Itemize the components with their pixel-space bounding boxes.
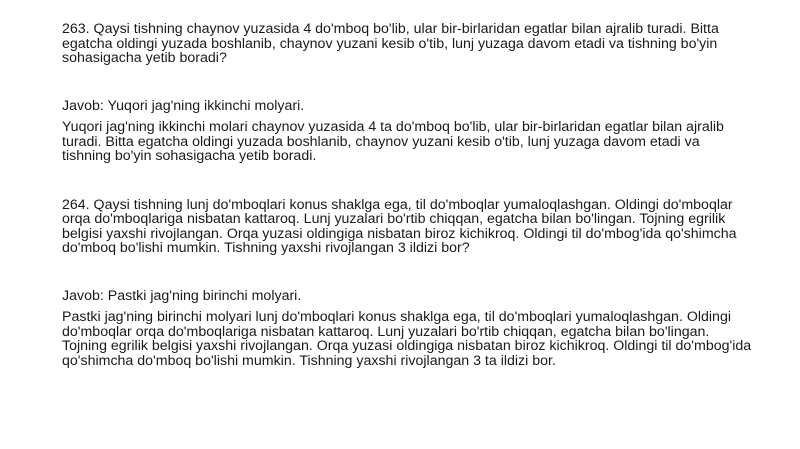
answer-264-text: Pastki jag'ning birinchi molyari lunj do'mboqlari konus shaklga ega, til do'mboqlari yumaloqlashgan. Oldingi do'mboqlar orqa do'mboqlariga nisbatan kattaroq. Lunj yuzalari bo'rtib chiqqan, egatcha bilan bo'lingan. Tojning egrilik belgisi yaxshi rivojlangan. Orqa yuzasi oldingiga nisbatan biroz kichikroq. Oldingi til do'mbog'ida qo'shimcha do'mboq bo'lishi mumkin. Tishning yaxshi rivojlangan 3 ta ildizi bor. (62, 309, 752, 369)
answer-264-label: Javob: Pastki jag'ning birinchi molyari. (62, 287, 302, 304)
document-page (62, 22, 752, 368)
answer-263-label: Javob: Yuqori jag'ning ikkinchi molyari. (62, 97, 305, 114)
question-263: 263. Qaysi tishning chaynov yuzasida 4 do'mboq bo'lib, ular bir-birlaridan egatlar bilan ajralib turadi. Bitta egatcha oldingi yuzada boshlanib, chaynov yuzani kesib o'tib, lunj yuzaga davom etadi va tishning bo'yin sohasigacha yetib boradi? (62, 21, 719, 66)
answer-263-text: Yuqori jag'ning ikkinchi molari chaynov yuzasida 4 ta do'mboq bo'lib, ular bir-birlaridan egatlar bilan ajralib turadi. Bitta egatcha oldingi yuzada boshlanib, chaynov yuzani kesib o'tib, lunj yuzaga davom etadi va tishning bo'yin sohasigacha yetib boradi. (62, 119, 724, 164)
question-264: 264. Qaysi tishning lunj do'mboqlari konus shaklga ega, til do'mboqlar yumaloqlashgan. Oldingi do'mboqlar orqa do'mboqlariga nisbatan kattaroq. Lunj yuzalari bo'rtib chiqqan, egatcha bilan bo'lingan. Tojning egrilik belgisi yaxshi rivojlangan. Orqa yuzasi oldingiga nisbatan biroz kichikroq. Oldingi til do'mbog'ida qo'shimcha do'mboq bo'lishi mumkin. Tishning yaxshi rivojlangan 3 ildizi bor? (62, 196, 737, 256)
